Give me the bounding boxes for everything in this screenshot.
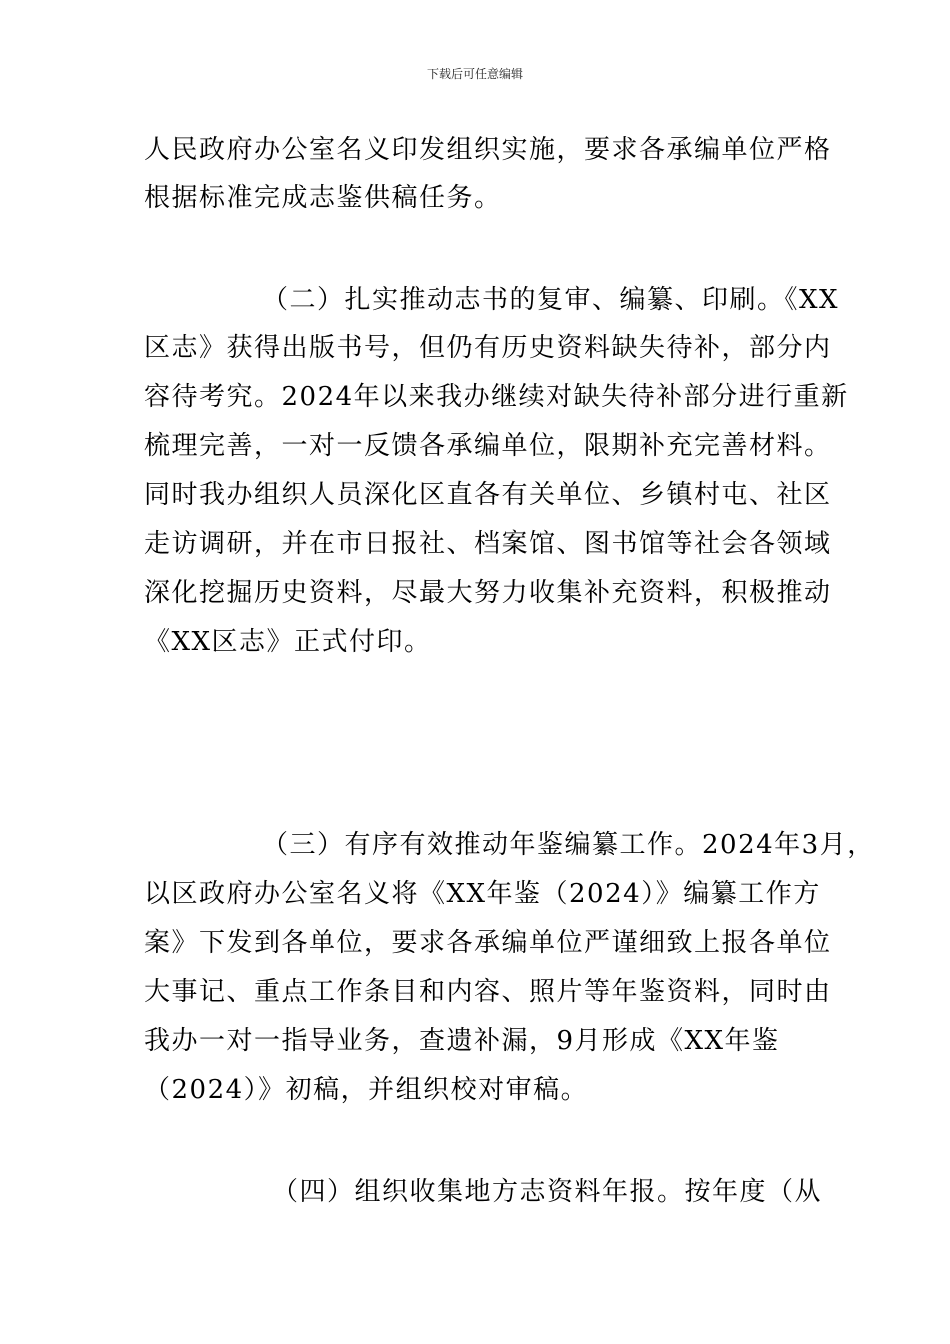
paragraph-2-line-6: 走访调研，并在市日报社、档案馆、图书馆等社会各领域 bbox=[144, 529, 832, 559]
paragraph-3-line-3: 案》下发到各单位，要求各承编单位严谨细致上报各单位 bbox=[144, 928, 832, 958]
paragraph-3-line-5: 我办一对一指导业务，查遗补漏，9月形成《XX年鉴 bbox=[144, 1026, 780, 1056]
paragraph-1-line-2: 根据标准完成志鉴供稿任务。 bbox=[144, 183, 502, 213]
paragraph-3-line-1: （三）有序有效推动年鉴编纂工作。2024年3月， bbox=[262, 830, 875, 860]
page-header: 下载后可任意编辑 bbox=[426, 67, 523, 81]
paragraph-2-line-2: 区志》获得出版书号，但仍有历史资料缺失待补，部分内 bbox=[144, 333, 832, 363]
paragraph-2-line-3: 容待考究。2024年以来我办继续对缺失待补部分进行重新 bbox=[144, 382, 849, 412]
paragraph-2-line-7: 深化挖掘历史资料，尽最大努力收集补充资料，积极推动 bbox=[144, 578, 832, 608]
paragraph-2-line-5: 同时我办组织人员深化区直各有关单位、乡镇村屯、社区 bbox=[144, 480, 832, 510]
paragraph-3-line-4: 大事记、重点工作条目和内容、照片等年鉴资料，同时由 bbox=[144, 977, 832, 1007]
paragraph-2-line-1: （二）扎实推动志书的复审、编纂、印刷。《XX bbox=[262, 285, 840, 315]
paragraph-2-line-8: 《XX区志》正式付印。 bbox=[144, 627, 432, 657]
paragraph-4-line-1: （四）组织收集地方志资料年报。按年度（从 bbox=[272, 1177, 823, 1207]
paragraph-3-line-2: 以区政府办公室名义将《XX年鉴（2024）》编纂工作方 bbox=[144, 879, 821, 909]
paragraph-1-line-1: 人民政府办公室名义印发组织实施，要求各承编单位严格 bbox=[144, 135, 832, 165]
paragraph-2-line-4: 梳理完善，一对一反馈各承编单位，限期补充完善材料。 bbox=[144, 431, 832, 461]
paragraph-3-line-6: （2024）》初稿，并组织校对审稿。 bbox=[144, 1075, 589, 1105]
